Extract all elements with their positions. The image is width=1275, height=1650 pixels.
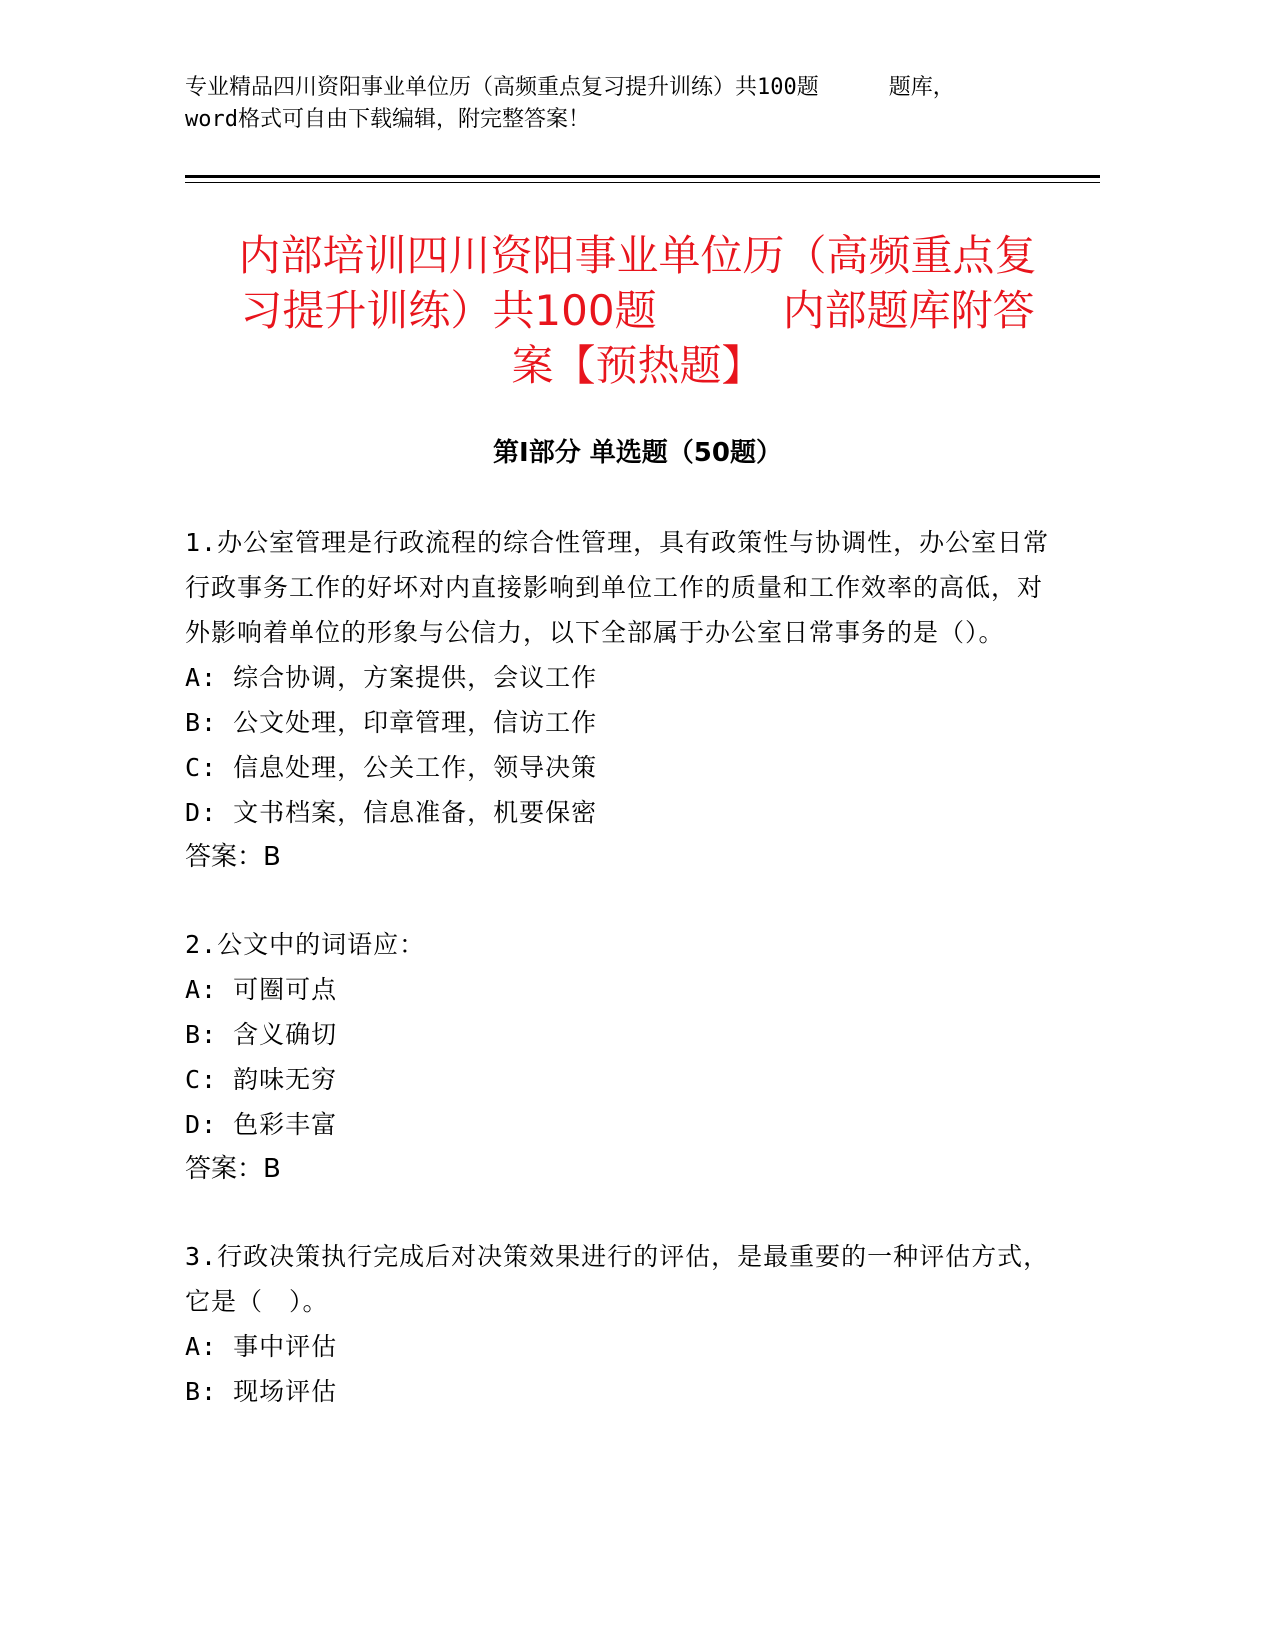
title-line-1: 内部培训四川资阳事业单位历（高频重点复 <box>238 231 1037 280</box>
option-d: D: 色彩丰富 <box>185 1110 338 1139</box>
question-3 <box>185 1234 1055 1414</box>
option-c: C: 韵味无穷 <box>185 1065 338 1094</box>
question-stem: 2.公文中的词语应： <box>185 930 426 959</box>
question-stem: 3.行政决策执行完成后对决策效果进行的评估，是最重要的一种评估方式，它是（ ）。 <box>185 1242 1050 1316</box>
question-1 <box>185 520 1055 880</box>
option-b: B: 公文处理，印章管理，信访工作 <box>185 708 598 737</box>
option-a: A: 事中评估 <box>185 1332 338 1361</box>
header-divider-thin <box>185 182 1100 183</box>
option-a: A: 可圈可点 <box>185 975 338 1004</box>
question-2 <box>185 922 1055 1192</box>
title-line-2: 习提升训练）共100题 内部题库附答 <box>240 286 1035 335</box>
answer-line: 答案：B <box>185 842 281 872</box>
header-line-1 <box>185 72 1045 104</box>
option-b: B: 含义确切 <box>185 1020 338 1049</box>
question-stem: 1.办公室管理是行政流程的综合性管理，具有政策性与协调性，办公室日常行政事务工作的好坏对内直接影响到单位工作的质量和工作效率的高低，对外影响着单位的形象与公信力，以下全部属于办公室日常事务的是（）。 <box>185 528 1050 647</box>
header-line-1-right: 题库， <box>888 75 955 100</box>
option-c: C: 信息处理，公关工作，领导决策 <box>185 753 598 782</box>
answer-line: 答案：B <box>185 1154 281 1184</box>
question-list <box>185 520 1055 1456</box>
option-a: A: 综合协调，方案提供，会议工作 <box>185 663 598 692</box>
header-note <box>185 72 1045 136</box>
header-line-1-left: 专业精品四川资阳事业单位历（高频重点复习提升训练）共100题 <box>185 75 819 100</box>
option-d: D: 文书档案，信息准备，机要保密 <box>185 798 598 827</box>
document-title <box>185 228 1090 393</box>
option-b: B: 现场评估 <box>185 1377 338 1406</box>
header-line-2: word格式可自由下载编辑，附完整答案！ <box>185 107 590 132</box>
title-line-3: 案【预热题】 <box>511 341 764 390</box>
section-title: 第Ⅰ部分 单选题（50题） <box>493 438 782 468</box>
header-divider-thick <box>185 175 1100 178</box>
